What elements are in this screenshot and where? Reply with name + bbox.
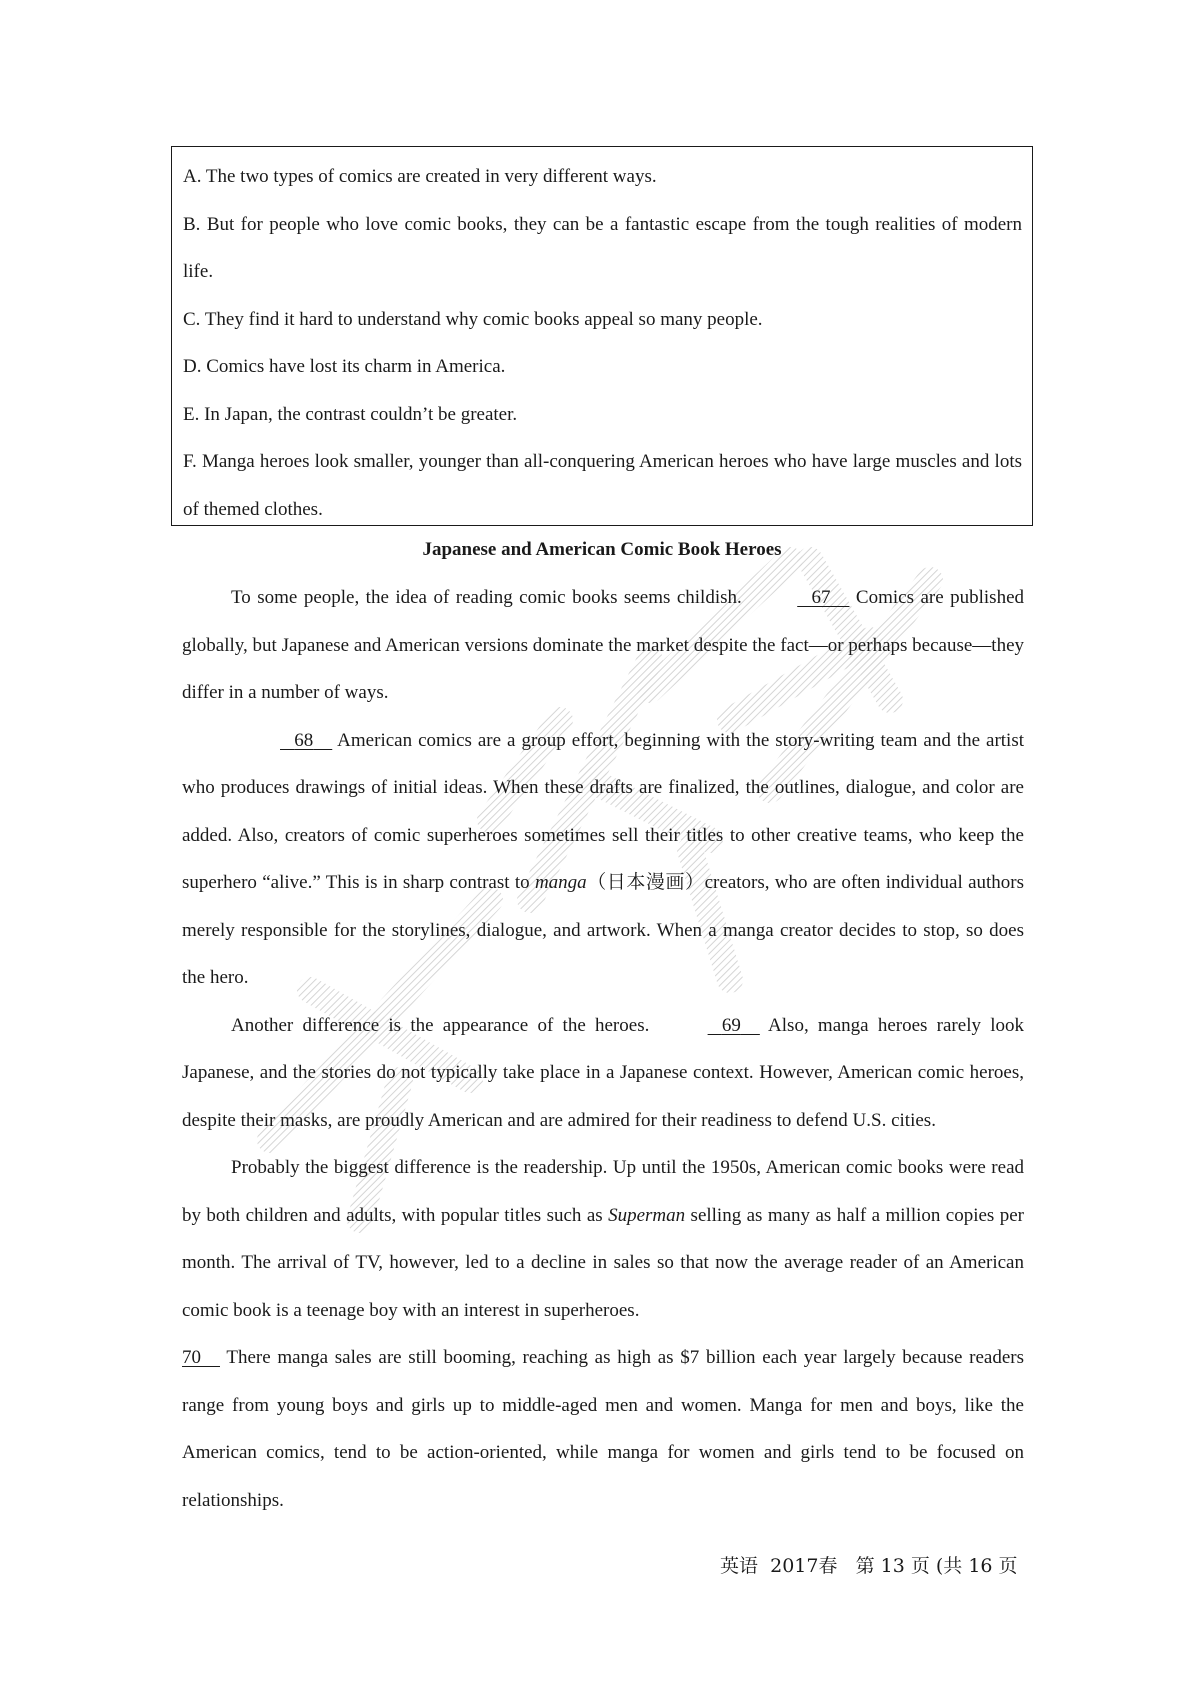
- p2-text-b: （日本漫画）creators, who are often individual authors merely responsible for the storylines, dialogue, and artwork. When a manga creator decides to stop, so does the hero.: [182, 872, 1025, 988]
- option-a: A. The two types of comics are created in very different ways.: [183, 166, 657, 187]
- paragraph-3: [182, 1002, 1024, 1145]
- option-f: F. Manga heroes look smaller, younger than all-conquering American heroes who have large muscles and lots of themed clothes.: [183, 451, 1022, 520]
- blank-70: [182, 1334, 220, 1382]
- page-footer: [720, 1554, 1018, 1578]
- option-c: C. They find it hard to understand why comic books appeal so many people.: [183, 308, 763, 330]
- p2-italic-manga: manga: [534, 872, 587, 893]
- blank-68: [231, 717, 332, 765]
- blank-67-number: 67: [811, 587, 831, 608]
- p4-text-b: selling as many as half a million copies per month. The arrival of TV, however, led to a decline in sales so that now the average reader of an American comic book is a teenage boy with an interest in superheroes.: [182, 1204, 1024, 1321]
- option-b: B. But for people who love comic books, they can be a fantastic escape from the tough realities of modern life.: [183, 213, 1022, 282]
- article-title: Japanese and American Comic Book Heroes: [422, 539, 782, 560]
- footer-subject: 英语: [720, 1555, 759, 1577]
- blank-67: [748, 574, 849, 622]
- paragraph-5: [182, 1334, 1024, 1524]
- paragraph-2: [182, 717, 1024, 1002]
- option-d: D. Comics have lost its charm in America.: [183, 356, 506, 377]
- blank-69: [659, 1002, 760, 1050]
- p5-text-a: There manga sales are still booming, reaching as high as $7 billion each year largely because readers range from young boys and girls up to middle-aged men and women. Manga for men and boys, like the American comics, tend to be action-oriented, while manga for women and girls tend to be focused on relationships.: [182, 1347, 1024, 1511]
- footer-term: 2017春: [770, 1555, 838, 1577]
- footer-page: 第 13 页 (共 16 页: [855, 1555, 1018, 1577]
- p4-italic-superman: Superman: [608, 1204, 686, 1226]
- options-box: [171, 146, 1033, 526]
- option-e: E. In Japan, the contrast couldn’t be greater.: [183, 403, 518, 425]
- p4-text-a: Probably the biggest difference is the readership. Up until the 1950s, American comic books were read by both children and adults, with popular titles such as: [182, 1157, 1024, 1226]
- p1-text-b: Comics are published globally, but Japanese and American versions dominate the market despite the fact—or perhaps because—they differ in a number of ways.: [182, 587, 1024, 703]
- article-body: [182, 574, 1024, 1524]
- p3-text-a: Another difference is the appearance of the heroes.: [231, 1014, 659, 1036]
- p1-text-a: To some people, the idea of reading comic books seems childish.: [231, 587, 749, 608]
- p3-text-b: Also, manga heroes rarely look Japanese, and the stories do not typically take place in a Japanese context. However, American comic heroes, despite their masks, are proudly American and are admired for their readiness to defend U.S. cities.: [182, 1014, 1024, 1131]
- p2-text-a: American comics are a group effort, beginning with the story-writing team and the artist who produces drawings of initial ideas. When these drafts are finalized, the outlines, dialogue, and color are added. Also, creators of comic superheroes sometimes sell their titles to other creative teams, who keep the superhero “alive.” This is in sharp contrast to: [182, 729, 1024, 893]
- blank-69-number: 69: [721, 1014, 741, 1036]
- blank-70-number: 70: [182, 1347, 201, 1368]
- paragraph-1: [182, 574, 1024, 717]
- paragraph-4: [182, 1144, 1024, 1334]
- blank-68-number: 68: [294, 729, 314, 751]
